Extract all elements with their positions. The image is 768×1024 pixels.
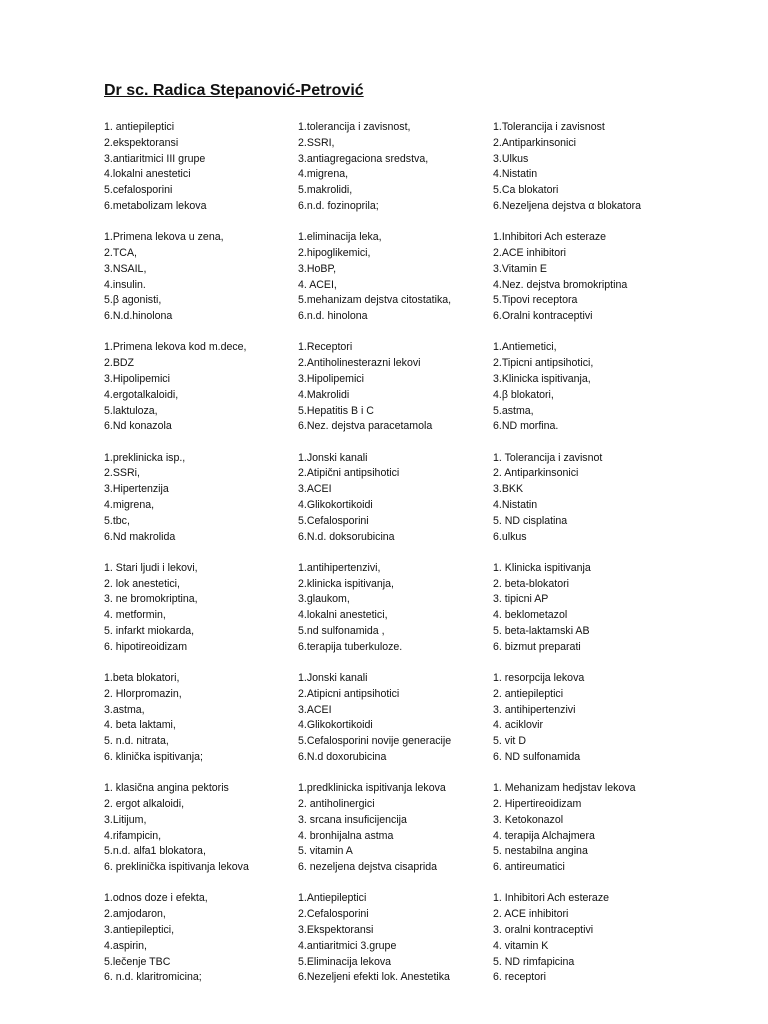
topic-item: 6.Nezeljena dejstva α blokatora [493,199,642,212]
topic-item: 5. beta-laktamski AB [493,624,590,637]
topic-item: 4. metformin, [104,609,166,622]
topic-group-row [104,340,704,450]
topic-item: 2.SSRI, [298,136,335,149]
topic-item: 2. Hipertireoidizam [493,797,582,810]
topic-list [493,230,704,340]
topic-item: 4. terapija Alchajmera [493,829,595,842]
topic-item: 6. klinička ispitivanja; [104,750,203,763]
topic-list [104,340,298,450]
topic-item: 1.Primena lekova u zena, [104,231,224,244]
topic-item: 3.glaukom, [298,593,350,606]
topic-item: 5.β agonisti, [104,294,162,307]
topic-item: 3. antihipertenzivi [493,703,576,716]
topic-item: 3.Hipolipemici [104,372,170,385]
topic-item: 5.Cefalosporini novije generacije [298,735,452,748]
topic-item: 2.Antiholinesterazni lekovi [298,357,421,370]
topic-item: 4.rifampicin, [104,829,162,842]
topic-item: 6.terapija tuberkuloze. [298,640,403,653]
topic-item: 2. antiholinergici [298,797,375,810]
topic-list [493,671,704,781]
topic-list [493,561,704,671]
topic-item: 5.nd sulfonamida , [298,624,385,637]
topic-item: 1. antiepileptici [104,121,175,133]
topic-list [493,340,704,450]
topic-item: 5.tbc, [104,514,130,527]
topic-item: 3.HoBP, [298,262,337,275]
topic-group-row [104,561,704,671]
topic-item: 6.Nd konazola [104,420,172,433]
topic-item: 3.antiepileptici, [104,923,175,936]
topic-item: 1.beta blokatori, [104,671,180,684]
topic-item: 4.migrena, [104,498,155,511]
topic-item: 2. antiepileptici [493,687,564,700]
topic-item: 2.Antiparkinsonici [493,136,577,149]
topic-list [298,781,493,891]
topic-list [493,781,704,891]
topic-item: 2. ACE inhibitori [493,908,569,921]
topic-item: 4.insulin. [104,278,146,291]
topic-item: 5.n.d. alfa1 blokatora, [104,845,206,858]
topic-group-row [104,891,704,1001]
topic-item: 1. klasična angina pektoris [104,782,229,795]
topic-item: 4.Nistatin [493,168,538,181]
topic-item: 2.Atipični antipsihotici [298,467,400,480]
topic-item: 2.BDZ [104,357,135,370]
topic-item: 2.SSRi, [104,467,140,480]
topic-group-row [104,671,704,781]
topic-list [104,781,298,891]
topic-item: 6.n.d. fozinoprila; [298,199,379,212]
topic-item: 5.makrolidi, [298,184,353,197]
topic-item: 5.cefalosporini [104,184,173,197]
topic-item: 1. Tolerancija i zavisnot [493,451,603,464]
topic-item: 1.Inhibitori Ach esteraze [493,231,607,244]
topic-list [104,230,298,340]
topic-item: 4. beta laktami, [104,719,176,732]
topic-item: 6.N.d.hinolona [104,310,173,323]
topic-item: 5. vitamin A [298,845,353,858]
topic-item: 1.tolerancija i zavisnost, [298,121,411,133]
topic-item: 3. Ketokonazol [493,813,564,826]
topic-list [298,561,493,671]
topic-group-row [104,781,704,891]
topic-item: 2.ekspektoransi [104,136,179,149]
topic-item: 3.NSAIL, [104,262,147,275]
topic-item: 6. bizmut preparati [493,640,581,653]
topic-item: 4.β blokatori, [493,388,554,401]
topic-item: 1. Mehanizam hedjstav lekova [493,782,636,795]
topic-item: 5.lečenje TBC [104,955,171,968]
topic-item: 6. antireumatici [493,861,565,874]
topic-item: 1.Receptori [298,341,353,354]
topic-list [298,120,493,230]
topic-list [104,561,298,671]
topic-item: 5. vit D [493,735,526,748]
topic-item: 1.odnos doze i efekta, [104,892,208,905]
topic-item: 4.antiaritmici 3.grupe [298,939,397,952]
topic-item: 1.predklinicka ispitivanja lekova [298,782,446,795]
topic-list [493,120,704,230]
topic-item: 3.BKK [493,483,524,496]
topic-item: 1.antihipertenzivi, [298,561,381,574]
topic-item: 2.hipoglikemici, [298,246,371,259]
topic-item: 1.preklinicka isp., [104,451,186,464]
topic-item: 6. ND sulfonamida [493,750,581,763]
topic-item: 5.Hepatitis B i C [298,404,374,417]
topic-item: 3. srcana insuficijencija [298,813,407,826]
topic-list [298,340,493,450]
topic-item: 5. n.d. nitrata, [104,735,169,748]
topic-item: 1.Jonski kanali [298,451,368,464]
topic-item: 4. ACEI, [298,278,337,291]
topic-item: 2. lok anestetici, [104,577,180,590]
topic-item: 4.migrena, [298,168,349,181]
topic-item: 1.Jonski kanali [298,671,368,684]
topic-item: 4.aspirin, [104,939,147,952]
topic-item: 2.ACE inhibitori [493,246,567,259]
topic-list [493,891,704,1001]
topic-item: 4.lokalni anestetici [104,168,191,181]
topic-item: 5.laktuloza, [104,404,158,417]
topic-group-row [104,120,704,230]
topic-group-row [104,230,704,340]
topic-item: 6.Oralni kontraceptivi [493,310,593,323]
topic-list [104,671,298,781]
topic-item: 6.metabolizam lekova [104,199,207,212]
topic-item: 2. beta-blokatori [493,577,569,590]
topic-item: 6.Nd makrolida [104,530,176,543]
topic-item: 2. Antiparkinsonici [493,467,579,480]
topic-item: 1. Inhibitori Ach esteraze [493,892,610,905]
topic-item: 1.eliminacija leka, [298,231,382,244]
topic-item: 4.Nistatin [493,498,538,511]
topic-item: 2.Tipicni antipsihotici, [493,357,594,370]
topic-list [298,230,493,340]
topic-item: 4. bronhijalna astma [298,829,394,842]
topic-item: 2.Cefalosporini [298,908,369,921]
topic-item: 2.amjodaron, [104,908,166,921]
topics-grid [104,120,704,1002]
topic-item: 4. aciklovir [493,719,544,732]
topic-item: 5.astma, [493,404,534,417]
topic-item: 1.Antiemetici, [493,341,557,354]
topic-item: 1.Tolerancija i zavisnost [493,121,605,133]
topic-item: 3.astma, [104,703,145,716]
topic-item: 3.Ulkus [493,152,529,165]
topic-item: 3.ACEI [298,483,332,496]
topic-list [298,451,493,561]
topic-item: 6.Nezeljeni efekti lok. Anestetika [298,971,450,984]
topic-item: 6. preklinička ispitivanja lekova [104,861,249,874]
topic-list [298,891,493,1001]
topic-list [104,451,298,561]
topic-item: 6.Nez. dejstva paracetamola [298,420,433,433]
topic-item: 5.Ca blokatori [493,184,559,197]
topic-item: 3.ACEI [298,703,332,716]
topic-item: 5.mehanizam dejstva citostatika, [298,294,452,307]
topic-item: 5.Tipovi receptora [493,294,578,307]
topic-item: 3. tipicni AP [493,593,549,606]
topic-item: 3.Klinicka ispitivanja, [493,372,591,385]
topic-item: 3. oralni kontraceptivi [493,923,594,936]
topic-item: 4.ergotalkaloidi, [104,388,179,401]
topic-list [493,451,704,561]
topic-item: 4. vitamin K [493,939,549,952]
topic-item: 2.TCA, [104,246,137,259]
topic-item: 6. receptori [493,971,546,984]
topic-item: 2. ergot alkaloidi, [104,797,185,810]
topic-item: 4.Glikokortikoidi [298,719,373,732]
topic-item: 3.Hipertenzija [104,483,169,496]
topic-item: 2. Hlorpromazin, [104,687,182,700]
topic-item: 3.antiagregaciona sredstva, [298,152,429,165]
topic-item: 4.Nez. dejstva bromokriptina [493,278,628,291]
topic-item: 3.Litijum, [104,813,147,826]
topic-item: 3.antiaritmici III grupe [104,152,206,165]
topic-item: 6. nezeljena dejstva cisaprida [298,861,437,874]
topic-item: 6. n.d. klaritromicina; [104,971,202,984]
topic-item: 1.Primena lekova kod m.dece, [104,341,247,354]
topic-item: 4.Makrolidi [298,388,350,401]
topic-item: 6.N.d doxorubicina [298,750,387,763]
topic-item: 3.Ekspektoransi [298,923,374,936]
topic-item: 4.Glikokortikoidi [298,498,373,511]
topic-group-row [104,451,704,561]
topic-item: 6.N.d. doksorubicina [298,530,395,543]
topic-item: 5.Eliminacija lekova [298,955,392,968]
topic-item: 6.ulkus [493,530,527,543]
topic-item: 3. ne bromokriptina, [104,593,198,606]
document-title: Dr sc. Radica Stepanović-Petrović [104,82,364,99]
topic-list [104,891,298,1001]
topic-item: 1. resorpcija lekova [493,671,585,684]
topic-item: 5. ND rimfapicina [493,955,575,968]
topic-list [104,120,298,230]
topic-item: 2.Atipicni antipsihotici [298,687,400,700]
topic-item: 5. nestabilna angina [493,845,588,858]
topic-item: 6.ND morfina. [493,420,559,433]
topic-item: 6.n.d. hinolona [298,310,368,323]
topic-item: 2.klinicka ispitivanja, [298,577,394,590]
topic-item: 4. beklometazol [493,609,568,622]
topic-item: 5. ND cisplatina [493,514,568,527]
topic-item: 3.Vitamin E [493,262,547,275]
topic-item: 5.Cefalosporini [298,514,369,527]
topic-item: 1. Stari ljudi i lekovi, [104,561,198,574]
topic-item: 1.Antiepileptici [298,892,367,905]
topic-list [298,671,493,781]
topic-item: 3.Hipolipemici [298,372,364,385]
topic-item: 6. hipotireoidizam [104,640,188,653]
topic-item: 1. Klinicka ispitivanja [493,561,591,574]
topic-item: 5. infarkt miokarda, [104,624,195,637]
topic-item: 4.lokalni anestetici, [298,609,388,622]
